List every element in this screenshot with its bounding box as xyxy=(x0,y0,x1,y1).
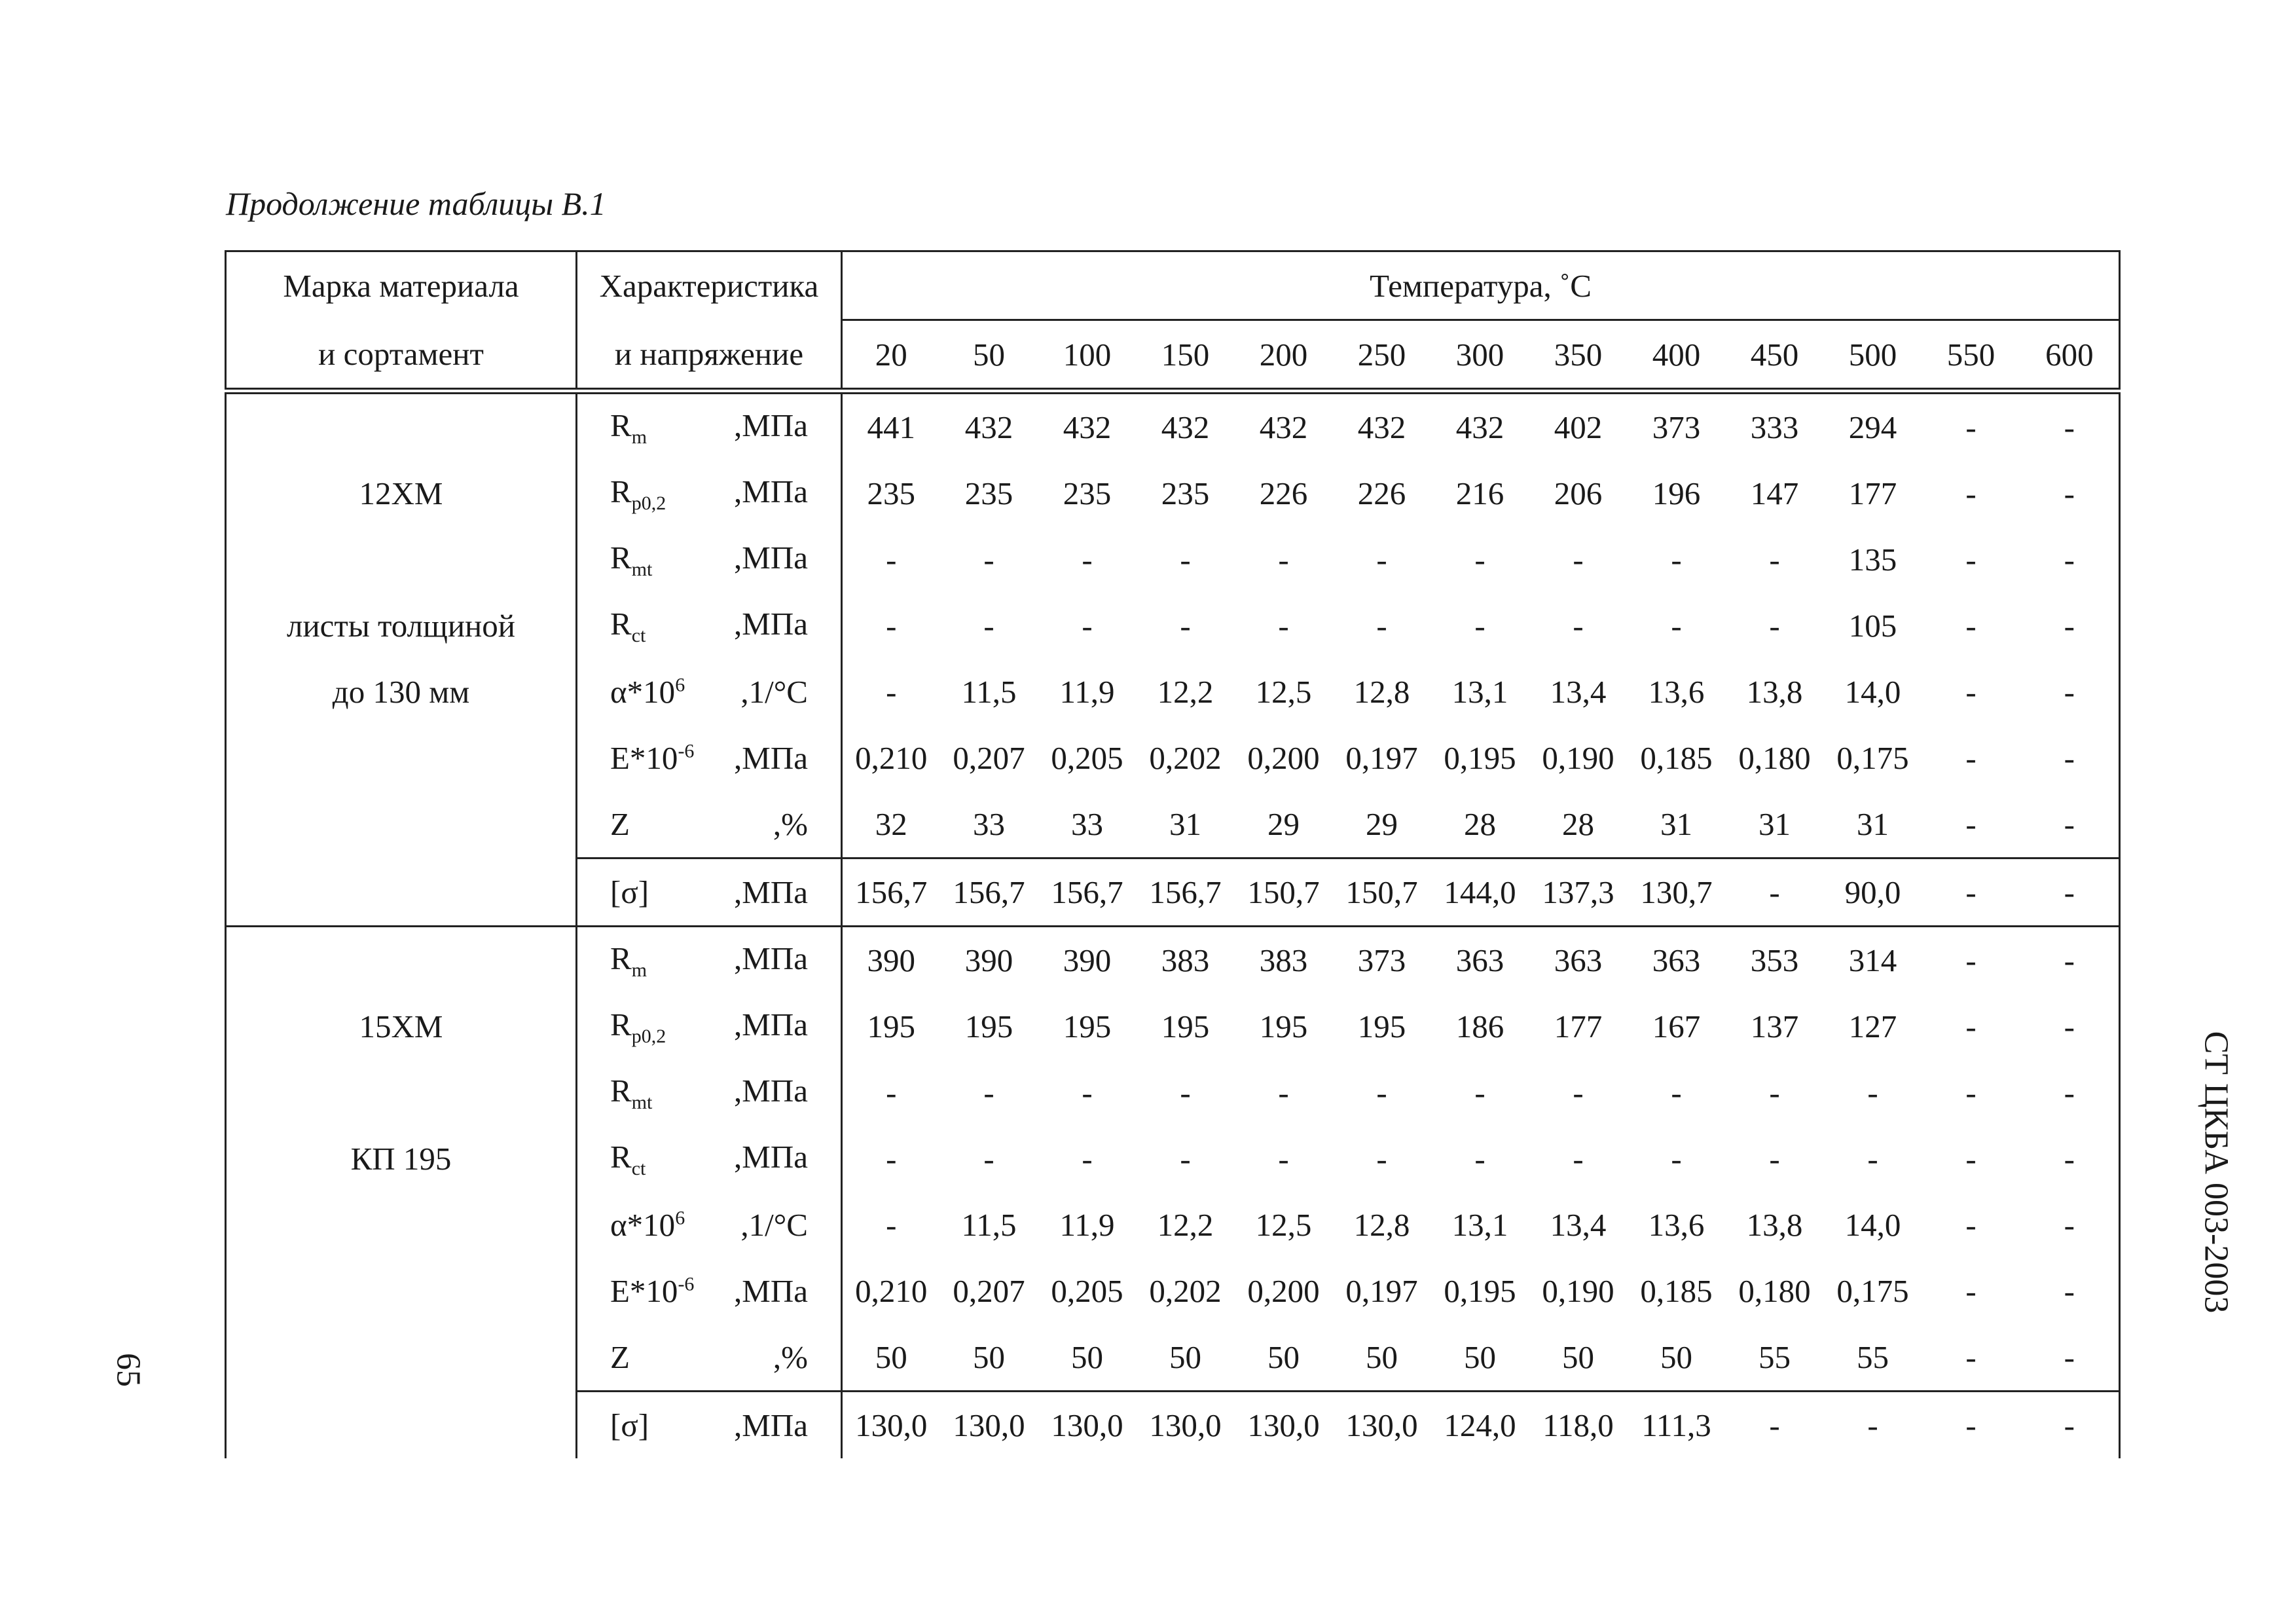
properties-table xyxy=(225,250,2121,1458)
characteristic-subscript: mt xyxy=(631,1091,653,1113)
value-cell: 390 xyxy=(842,927,940,994)
value-cell: 31 xyxy=(1758,806,1791,842)
value-cell: 11,5 xyxy=(961,1207,1017,1243)
characteristic-superscript: -6 xyxy=(678,1273,695,1295)
value-cell: 373 xyxy=(1652,409,1701,445)
value-cell: - xyxy=(1474,608,1485,644)
characteristic-cell xyxy=(577,1258,842,1324)
value-cell: 156,7 xyxy=(1038,858,1137,927)
value-cell: 50 xyxy=(1169,1339,1201,1375)
material-cell xyxy=(226,391,577,927)
temperature-column-header: 400 xyxy=(1628,320,1726,392)
value-cell: 0,197 xyxy=(1345,1273,1418,1309)
value-cell: 147 xyxy=(1750,475,1799,511)
value-cell: - xyxy=(1965,1008,1977,1044)
value-cell: - xyxy=(2020,725,2120,791)
value-cell: 14,0 xyxy=(1844,674,1901,710)
value-cell: 195 xyxy=(1063,1008,1112,1044)
characteristic-symbol: [σ] xyxy=(610,1407,649,1443)
value-cell: 432 xyxy=(964,409,1013,445)
value-cell: - xyxy=(1671,1141,1682,1177)
value-cell: - xyxy=(2020,1392,2120,1459)
value-cell: - xyxy=(1376,1141,1387,1177)
value-cell: 432 xyxy=(1455,409,1504,445)
value-cell: - xyxy=(2020,593,2120,659)
value-cell: 12,8 xyxy=(1353,1207,1410,1243)
characteristic-unit: ,МПа xyxy=(734,473,808,509)
value-cell: - xyxy=(1965,674,1977,710)
value-cell: 314 xyxy=(1824,927,1922,994)
temperature-column-header: 350 xyxy=(1529,320,1628,392)
temperature-column-header: 600 xyxy=(2020,320,2120,392)
value-cell: - xyxy=(1082,542,1093,578)
value-cell: 105 xyxy=(1848,608,1897,644)
temperature-column-header: 100 xyxy=(1038,320,1137,392)
value-cell: - xyxy=(1769,542,1780,578)
characteristic-unit: ,% xyxy=(773,806,808,842)
characteristic-cell xyxy=(577,1324,842,1392)
value-cell: - xyxy=(1376,542,1387,578)
characteristic-cell xyxy=(577,1392,842,1459)
value-cell: 11,9 xyxy=(1059,674,1115,710)
value-cell: 50 xyxy=(1562,1339,1594,1375)
characteristic-unit: ,МПа xyxy=(734,1006,808,1043)
value-cell: 195 xyxy=(867,1008,915,1044)
characteristic-cell xyxy=(577,927,842,994)
value-cell: - xyxy=(886,1207,897,1243)
value-cell: 363 xyxy=(1529,927,1628,994)
value-cell: 137 xyxy=(1750,1008,1799,1044)
characteristic-symbol: R xyxy=(610,539,632,576)
value-cell: - xyxy=(1180,542,1191,578)
characteristic-unit: ,МПа xyxy=(734,605,808,642)
value-cell: - xyxy=(1573,1141,1584,1177)
value-cell: 186 xyxy=(1455,1008,1504,1044)
value-cell: - xyxy=(983,1141,994,1177)
value-cell: - xyxy=(2020,927,2120,994)
characteristic-unit: ,% xyxy=(773,1339,808,1375)
value-cell: 11,5 xyxy=(961,674,1017,710)
value-cell: - xyxy=(1965,542,1977,578)
value-cell: - xyxy=(1376,1075,1387,1111)
temperature-column-header: 250 xyxy=(1333,320,1431,392)
value-cell: 50 xyxy=(1660,1339,1692,1375)
value-cell: 0,175 xyxy=(1836,740,1909,776)
characteristic-unit: ,1/°С xyxy=(740,1207,808,1243)
value-cell: - xyxy=(1867,1141,1878,1177)
value-cell: 137,3 xyxy=(1529,858,1628,927)
value-cell: - xyxy=(1180,1075,1191,1111)
value-cell: 0,195 xyxy=(1444,1273,1516,1309)
value-cell: 31 xyxy=(1660,806,1692,842)
value-cell: 0,197 xyxy=(1345,740,1418,776)
value-cell: 0,202 xyxy=(1149,740,1222,776)
value-cell: 390 xyxy=(940,927,1038,994)
value-cell: 432 xyxy=(1357,409,1406,445)
value-cell: 29 xyxy=(1267,806,1300,842)
characteristic-symbol: R xyxy=(610,1072,632,1109)
value-cell: 118,0 xyxy=(1529,1392,1628,1459)
value-cell: - xyxy=(1965,475,1977,511)
material-label: до 130 мм xyxy=(332,674,470,710)
value-cell: 206 xyxy=(1554,475,1603,511)
value-cell: 12,2 xyxy=(1157,674,1214,710)
value-cell: - xyxy=(1671,1075,1682,1111)
value-cell: 90,0 xyxy=(1824,858,1922,927)
value-cell: - xyxy=(2020,1192,2120,1258)
value-cell: 28 xyxy=(1562,806,1594,842)
characteristic-unit: ,МПа xyxy=(734,1138,808,1175)
characteristic-cell xyxy=(577,391,842,460)
value-cell: 0,190 xyxy=(1542,1273,1614,1309)
characteristic-symbol: R xyxy=(610,605,632,642)
characteristic-symbol: E*10 xyxy=(610,740,678,776)
value-cell: 13,1 xyxy=(1451,674,1508,710)
value-cell: 32 xyxy=(875,806,907,842)
value-cell: 50 xyxy=(1464,1339,1496,1375)
characteristic-symbol: R xyxy=(610,473,632,509)
value-cell: 195 xyxy=(1259,1008,1308,1044)
material-header-line1: Марка материала xyxy=(226,251,577,320)
characteristic-symbol: E*10 xyxy=(610,1273,678,1309)
value-cell: 177 xyxy=(1554,1008,1603,1044)
value-cell: 31 xyxy=(1857,806,1889,842)
value-cell: 50 xyxy=(973,1339,1005,1375)
value-cell: - xyxy=(1965,806,1977,842)
value-cell: 13,1 xyxy=(1451,1207,1508,1243)
value-cell: 0,207 xyxy=(953,1273,1025,1309)
material-label: КП 195 xyxy=(350,1141,452,1177)
value-cell: - xyxy=(1278,1075,1289,1111)
value-cell: 235 xyxy=(1063,475,1112,511)
value-cell: 196 xyxy=(1652,475,1701,511)
value-cell: - xyxy=(2020,1060,2120,1126)
value-cell: 13,8 xyxy=(1746,1207,1803,1243)
value-cell: - xyxy=(2020,858,2120,927)
characteristic-cell xyxy=(577,725,842,791)
value-cell: 130,0 xyxy=(1137,1392,1235,1459)
value-cell: 150,7 xyxy=(1333,858,1431,927)
characteristic-unit: ,МПа xyxy=(734,940,808,976)
value-cell: 441 xyxy=(867,409,915,445)
value-cell: - xyxy=(983,608,994,644)
value-cell: - xyxy=(1922,1392,2020,1459)
value-cell: 12,5 xyxy=(1255,674,1312,710)
value-cell: 432 xyxy=(1259,409,1308,445)
characteristic-unit: ,МПа xyxy=(734,740,808,776)
value-cell: 353 xyxy=(1726,927,1824,994)
value-cell: 130,0 xyxy=(940,1392,1038,1459)
characteristic-symbol: R xyxy=(610,1138,632,1175)
value-cell: 0,175 xyxy=(1836,1273,1909,1309)
characteristic-symbol: [σ] xyxy=(610,874,649,910)
value-cell: - xyxy=(1474,1075,1485,1111)
value-cell: 195 xyxy=(1161,1008,1210,1044)
value-cell: - xyxy=(1180,608,1191,644)
value-cell: - xyxy=(886,1075,897,1111)
value-cell: 0,210 xyxy=(855,1273,928,1309)
value-cell: 177 xyxy=(1848,475,1897,511)
value-cell: - xyxy=(1082,1075,1093,1111)
characteristic-subscript: ct xyxy=(631,1157,646,1179)
value-cell: - xyxy=(1376,608,1387,644)
characteristic-header-line2: и напряжение xyxy=(577,320,842,392)
value-cell: 0,180 xyxy=(1738,1273,1811,1309)
value-cell: 130,0 xyxy=(1333,1392,1431,1459)
value-cell: - xyxy=(1965,409,1977,445)
value-cell: 0,210 xyxy=(855,740,928,776)
value-cell: 156,7 xyxy=(940,858,1038,927)
characteristic-symbol: R xyxy=(610,940,632,976)
characteristic-unit: ,МПа xyxy=(734,407,808,443)
value-cell: 11,9 xyxy=(1059,1207,1115,1243)
characteristic-symbol: Z xyxy=(610,806,630,842)
temperature-column-header: 150 xyxy=(1137,320,1235,392)
value-cell: 50 xyxy=(1071,1339,1103,1375)
value-cell: - xyxy=(1474,542,1485,578)
value-cell: 156,7 xyxy=(842,858,940,927)
value-cell: 373 xyxy=(1333,927,1431,994)
value-cell: 14,0 xyxy=(1844,1207,1901,1243)
temperature-column-header: 300 xyxy=(1431,320,1529,392)
value-cell: - xyxy=(2020,993,2120,1060)
value-cell: - xyxy=(1573,542,1584,578)
characteristic-superscript: -6 xyxy=(678,740,695,762)
value-cell: - xyxy=(1726,1392,1824,1459)
value-cell: 383 xyxy=(1235,927,1333,994)
value-cell: - xyxy=(1082,1141,1093,1177)
characteristic-subscript: m xyxy=(631,426,647,448)
characteristic-unit: ,МПа xyxy=(734,1407,808,1443)
value-cell: 12,2 xyxy=(1157,1207,1214,1243)
characteristic-subscript: mt xyxy=(631,558,653,580)
value-cell: 0,185 xyxy=(1640,1273,1713,1309)
value-cell: - xyxy=(1769,1075,1780,1111)
temperature-column-header: 50 xyxy=(940,320,1038,392)
characteristic-cell xyxy=(577,460,842,526)
value-cell: 13,4 xyxy=(1550,1207,1607,1243)
value-cell: 0,205 xyxy=(1051,1273,1123,1309)
characteristic-subscript: m xyxy=(631,959,647,981)
characteristic-symbol: α*10 xyxy=(610,1207,676,1243)
value-cell: 111,3 xyxy=(1628,1392,1726,1459)
characteristic-superscript: 6 xyxy=(675,674,685,696)
value-cell: - xyxy=(1769,1141,1780,1177)
value-cell: 363 xyxy=(1628,927,1726,994)
value-cell: 50 xyxy=(875,1339,907,1375)
value-cell: 124,0 xyxy=(1431,1392,1529,1459)
characteristic-header-line1: Характеристика xyxy=(577,251,842,320)
value-cell: - xyxy=(1278,1141,1289,1177)
page-number: 65 xyxy=(109,1353,147,1387)
value-cell: - xyxy=(1180,1141,1191,1177)
value-cell: 390 xyxy=(1038,927,1137,994)
value-cell: 235 xyxy=(964,475,1013,511)
material-header-line2: и сортамент xyxy=(226,320,577,392)
characteristic-cell xyxy=(577,526,842,593)
value-cell: - xyxy=(1082,608,1093,644)
value-cell: 130,0 xyxy=(842,1392,940,1459)
value-cell: 130,0 xyxy=(1235,1392,1333,1459)
characteristic-subscript: p0,2 xyxy=(631,1025,666,1047)
value-cell: 235 xyxy=(1161,475,1210,511)
value-cell: 0,200 xyxy=(1247,1273,1320,1309)
value-cell: 12,5 xyxy=(1255,1207,1312,1243)
temperature-column-header: 200 xyxy=(1235,320,1333,392)
value-cell: 135 xyxy=(1848,542,1897,578)
value-cell: - xyxy=(1278,542,1289,578)
value-cell: 13,6 xyxy=(1648,1207,1705,1243)
value-cell: - xyxy=(2020,526,2120,593)
characteristic-cell xyxy=(577,593,842,659)
table-row xyxy=(226,391,2120,460)
characteristic-unit: ,МПа xyxy=(734,1273,808,1309)
characteristic-cell xyxy=(577,791,842,858)
value-cell: - xyxy=(1922,927,2020,994)
characteristic-cell xyxy=(577,993,842,1060)
value-cell: - xyxy=(1922,858,2020,927)
value-cell: 432 xyxy=(1161,409,1210,445)
value-cell: 0,190 xyxy=(1542,740,1614,776)
value-cell: 167 xyxy=(1652,1008,1701,1044)
value-cell: - xyxy=(886,608,897,644)
value-cell: 226 xyxy=(1259,475,1308,511)
value-cell: - xyxy=(1573,608,1584,644)
value-cell: - xyxy=(1671,608,1682,644)
value-cell: 0,195 xyxy=(1444,740,1516,776)
temperature-column-header: 20 xyxy=(842,320,940,392)
value-cell: 130,0 xyxy=(1038,1392,1137,1459)
value-cell: 31 xyxy=(1169,806,1201,842)
value-cell: 156,7 xyxy=(1137,858,1235,927)
value-cell: - xyxy=(1965,1339,1977,1375)
value-cell: - xyxy=(1867,1075,1878,1111)
characteristic-cell xyxy=(577,858,842,927)
value-cell: 432 xyxy=(1063,409,1112,445)
value-cell: 55 xyxy=(1758,1339,1791,1375)
value-cell: 13,8 xyxy=(1746,674,1803,710)
value-cell: 13,6 xyxy=(1648,674,1705,710)
characteristic-unit: ,МПа xyxy=(734,1072,808,1109)
value-cell: 0,205 xyxy=(1051,740,1123,776)
value-cell: 195 xyxy=(964,1008,1013,1044)
value-cell: 216 xyxy=(1455,475,1504,511)
value-cell: 50 xyxy=(1366,1339,1398,1375)
value-cell: 0,207 xyxy=(953,740,1025,776)
value-cell: 226 xyxy=(1357,475,1406,511)
value-cell: - xyxy=(1965,740,1977,776)
value-cell: - xyxy=(2020,1258,2120,1324)
characteristic-unit: ,1/°С xyxy=(740,674,808,710)
material-label: 15ХМ xyxy=(359,1008,443,1044)
material-label: 12ХМ xyxy=(359,475,443,511)
value-cell: - xyxy=(1474,1141,1485,1177)
characteristic-symbol: α*10 xyxy=(610,674,676,710)
characteristic-cell xyxy=(577,1060,842,1126)
value-cell: - xyxy=(886,542,897,578)
value-cell: 13,4 xyxy=(1550,674,1607,710)
document-code: СТ ЦКБА 003-2003 xyxy=(2197,1031,2235,1314)
characteristic-cell xyxy=(577,1126,842,1192)
characteristic-subscript: p0,2 xyxy=(631,492,666,514)
value-cell: - xyxy=(1671,542,1682,578)
value-cell: - xyxy=(1965,1273,1977,1309)
value-cell: 28 xyxy=(1464,806,1496,842)
characteristic-superscript: 6 xyxy=(675,1207,685,1229)
material-cell xyxy=(226,927,577,1459)
value-cell: - xyxy=(2020,1126,2120,1192)
value-cell: - xyxy=(1726,858,1824,927)
value-cell: - xyxy=(886,1141,897,1177)
temperature-header: Температура, ˚С xyxy=(842,251,2120,320)
characteristic-unit: ,МПа xyxy=(734,874,808,910)
value-cell: - xyxy=(2020,791,2120,858)
value-cell: - xyxy=(983,542,994,578)
value-cell: - xyxy=(1965,608,1977,644)
temperature-column-header: 450 xyxy=(1726,320,1824,392)
temperature-column-header: 500 xyxy=(1824,320,1922,392)
value-cell: 33 xyxy=(973,806,1005,842)
value-cell: 50 xyxy=(1267,1339,1300,1375)
value-cell: 0,180 xyxy=(1738,740,1811,776)
value-cell: 29 xyxy=(1366,806,1398,842)
value-cell: - xyxy=(2020,1324,2120,1392)
value-cell: - xyxy=(2020,659,2120,725)
characteristic-cell xyxy=(577,659,842,725)
value-cell: - xyxy=(1769,608,1780,644)
value-cell: - xyxy=(1965,1141,1977,1177)
value-cell: 333 xyxy=(1750,409,1799,445)
value-cell: 383 xyxy=(1137,927,1235,994)
table-caption: Продолжение таблицы В.1 xyxy=(226,185,606,222)
value-cell: 127 xyxy=(1848,1008,1897,1044)
value-cell: 235 xyxy=(867,475,915,511)
characteristic-subscript: ct xyxy=(631,624,646,646)
characteristic-symbol: Z xyxy=(610,1339,630,1375)
value-cell: - xyxy=(1824,1392,1922,1459)
value-cell: 402 xyxy=(1554,409,1603,445)
value-cell: - xyxy=(983,1075,994,1111)
value-cell: 195 xyxy=(1357,1008,1406,1044)
value-cell: 150,7 xyxy=(1235,858,1333,927)
value-cell: - xyxy=(1965,1075,1977,1111)
value-cell: 33 xyxy=(1071,806,1103,842)
table-row xyxy=(226,927,2120,994)
value-cell: - xyxy=(1573,1075,1584,1111)
characteristic-symbol: R xyxy=(610,1006,632,1043)
value-cell: 363 xyxy=(1431,927,1529,994)
value-cell: - xyxy=(2020,460,2120,526)
characteristic-symbol: R xyxy=(610,407,632,443)
value-cell: 130,7 xyxy=(1628,858,1726,927)
value-cell: - xyxy=(2020,391,2120,460)
value-cell: 55 xyxy=(1857,1339,1889,1375)
value-cell: - xyxy=(1965,1207,1977,1243)
characteristic-unit: ,МПа xyxy=(734,539,808,576)
value-cell: 294 xyxy=(1848,409,1897,445)
value-cell: 12,8 xyxy=(1353,674,1410,710)
value-cell: 0,202 xyxy=(1149,1273,1222,1309)
value-cell: - xyxy=(1278,608,1289,644)
material-label: листы толщиной xyxy=(287,608,515,644)
value-cell: - xyxy=(886,674,897,710)
value-cell: 144,0 xyxy=(1431,858,1529,927)
characteristic-cell xyxy=(577,1192,842,1258)
value-cell: 0,185 xyxy=(1640,740,1713,776)
value-cell: 0,200 xyxy=(1247,740,1320,776)
temperature-column-header: 550 xyxy=(1922,320,2020,392)
